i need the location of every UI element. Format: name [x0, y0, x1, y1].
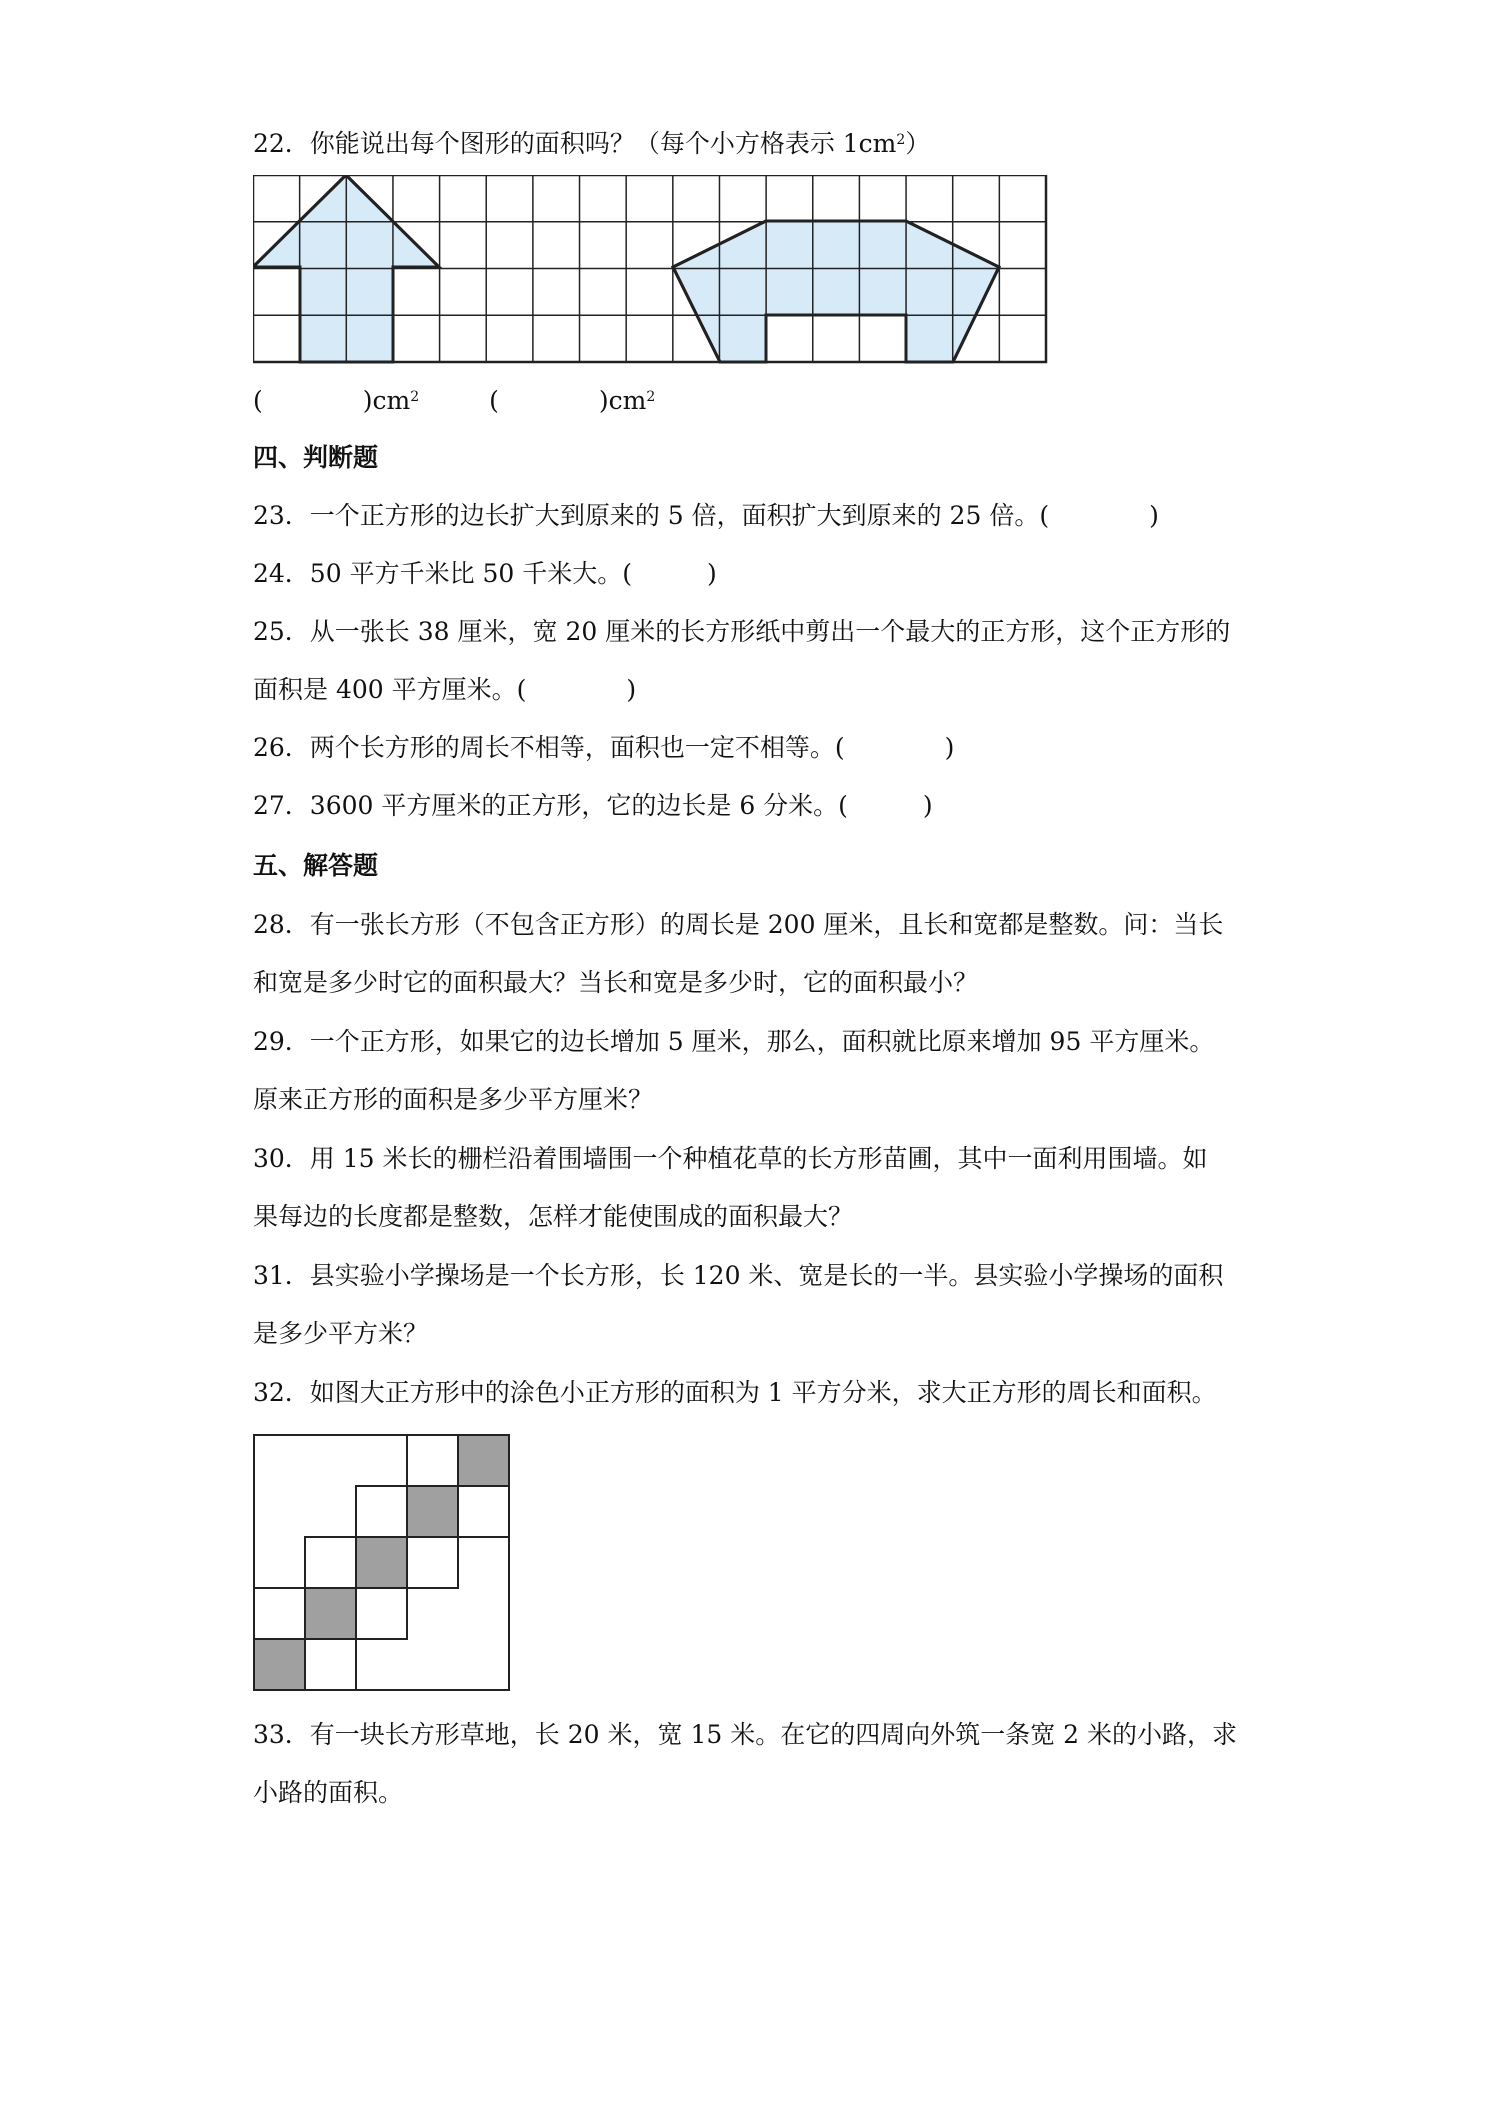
question-30-line-2: 果每边的长度都是整数，怎样才能使围成的面积最大？: [253, 1202, 854, 1231]
question-24: 24．50 平方千米比 50 千米大。( ): [253, 559, 717, 588]
question-22-text: [253, 127, 930, 161]
answer-left-close: )cm: [362, 386, 411, 415]
answer-line-22: [253, 384, 655, 418]
question-28-line-2: 和宽是多少时它的面积最大？当长和宽是多少时，它的面积最小？: [253, 968, 979, 997]
answer-right-close: )cm: [598, 386, 647, 415]
question-25-line-1: 25．从一张长 38 厘米，宽 20 厘米的长方形纸中剪出一个最大的正方形，这个正方形的: [253, 617, 1231, 646]
answer-left-open: (: [253, 386, 263, 415]
shaded-square-4: [407, 1486, 458, 1537]
question-29-line-1: 29．一个正方形，如果它的边长增加 5 厘米，那么，面积就比原来增加 95 平方厘米。: [253, 1027, 1215, 1056]
question-33-line-1: 33．有一块长方形草地，长 20 米，宽 15 米。在它的四周向外筑一条宽 2 米的小路，求: [253, 1720, 1238, 1749]
answer-right-open: (: [489, 386, 499, 415]
section-4-heading: 四、判断题: [253, 443, 379, 472]
question-33-line-2: 小路的面积。: [253, 1778, 404, 1807]
q22-sup: 2: [896, 132, 906, 148]
staircase-square-figure: [253, 1434, 513, 1694]
question-30-line-1: 30．用 15 米长的栅栏沿着围墙围一个种植花草的长方形苗圃，其中一面利用围墙。如: [253, 1144, 1208, 1173]
question-25-line-2: 面积是 400 平方厘米。( ): [253, 675, 637, 704]
question-31-line-2: 是多少平方米？: [253, 1319, 429, 1348]
shaded-square-2: [305, 1588, 356, 1639]
answer-right-sup: 2: [646, 389, 656, 405]
q22-tail: ）: [905, 129, 931, 158]
shaded-square-5: [458, 1435, 509, 1486]
question-29-line-2: 原来正方形的面积是多少平方厘米？: [253, 1085, 654, 1114]
question-26: 26．两个长方形的周长不相等，面积也一定不相等。( ): [253, 733, 955, 762]
question-32-line-1: 32．如图大正方形中的涂色小正方形的面积为 1 平方分米，求大正方形的周长和面积。: [253, 1378, 1217, 1407]
question-27: 27．3600 平方厘米的正方形，它的边长是 6 分米。( ): [253, 791, 933, 820]
question-23: 23．一个正方形的边长扩大到原来的 5 倍，面积扩大到原来的 25 倍。( ): [253, 501, 1159, 530]
question-31-line-1: 31．县实验小学操场是一个长方形，长 120 米、宽是长的一半。县实验小学操场的面积: [253, 1261, 1224, 1290]
shaded-square-1: [254, 1639, 305, 1690]
question-28-line-1: 28．有一张长方形（不包含正方形）的周长是 200 厘米，且长和宽都是整数。问：当长: [253, 910, 1224, 939]
answer-left-sup: 2: [410, 389, 420, 405]
area-grid-figure: [253, 175, 1053, 365]
section-5-heading: 五、解答题: [253, 851, 379, 880]
shaded-square-3: [356, 1537, 407, 1588]
q22-text: 22．你能说出每个图形的面积吗？（每个小方格表示 1cm: [253, 129, 897, 158]
